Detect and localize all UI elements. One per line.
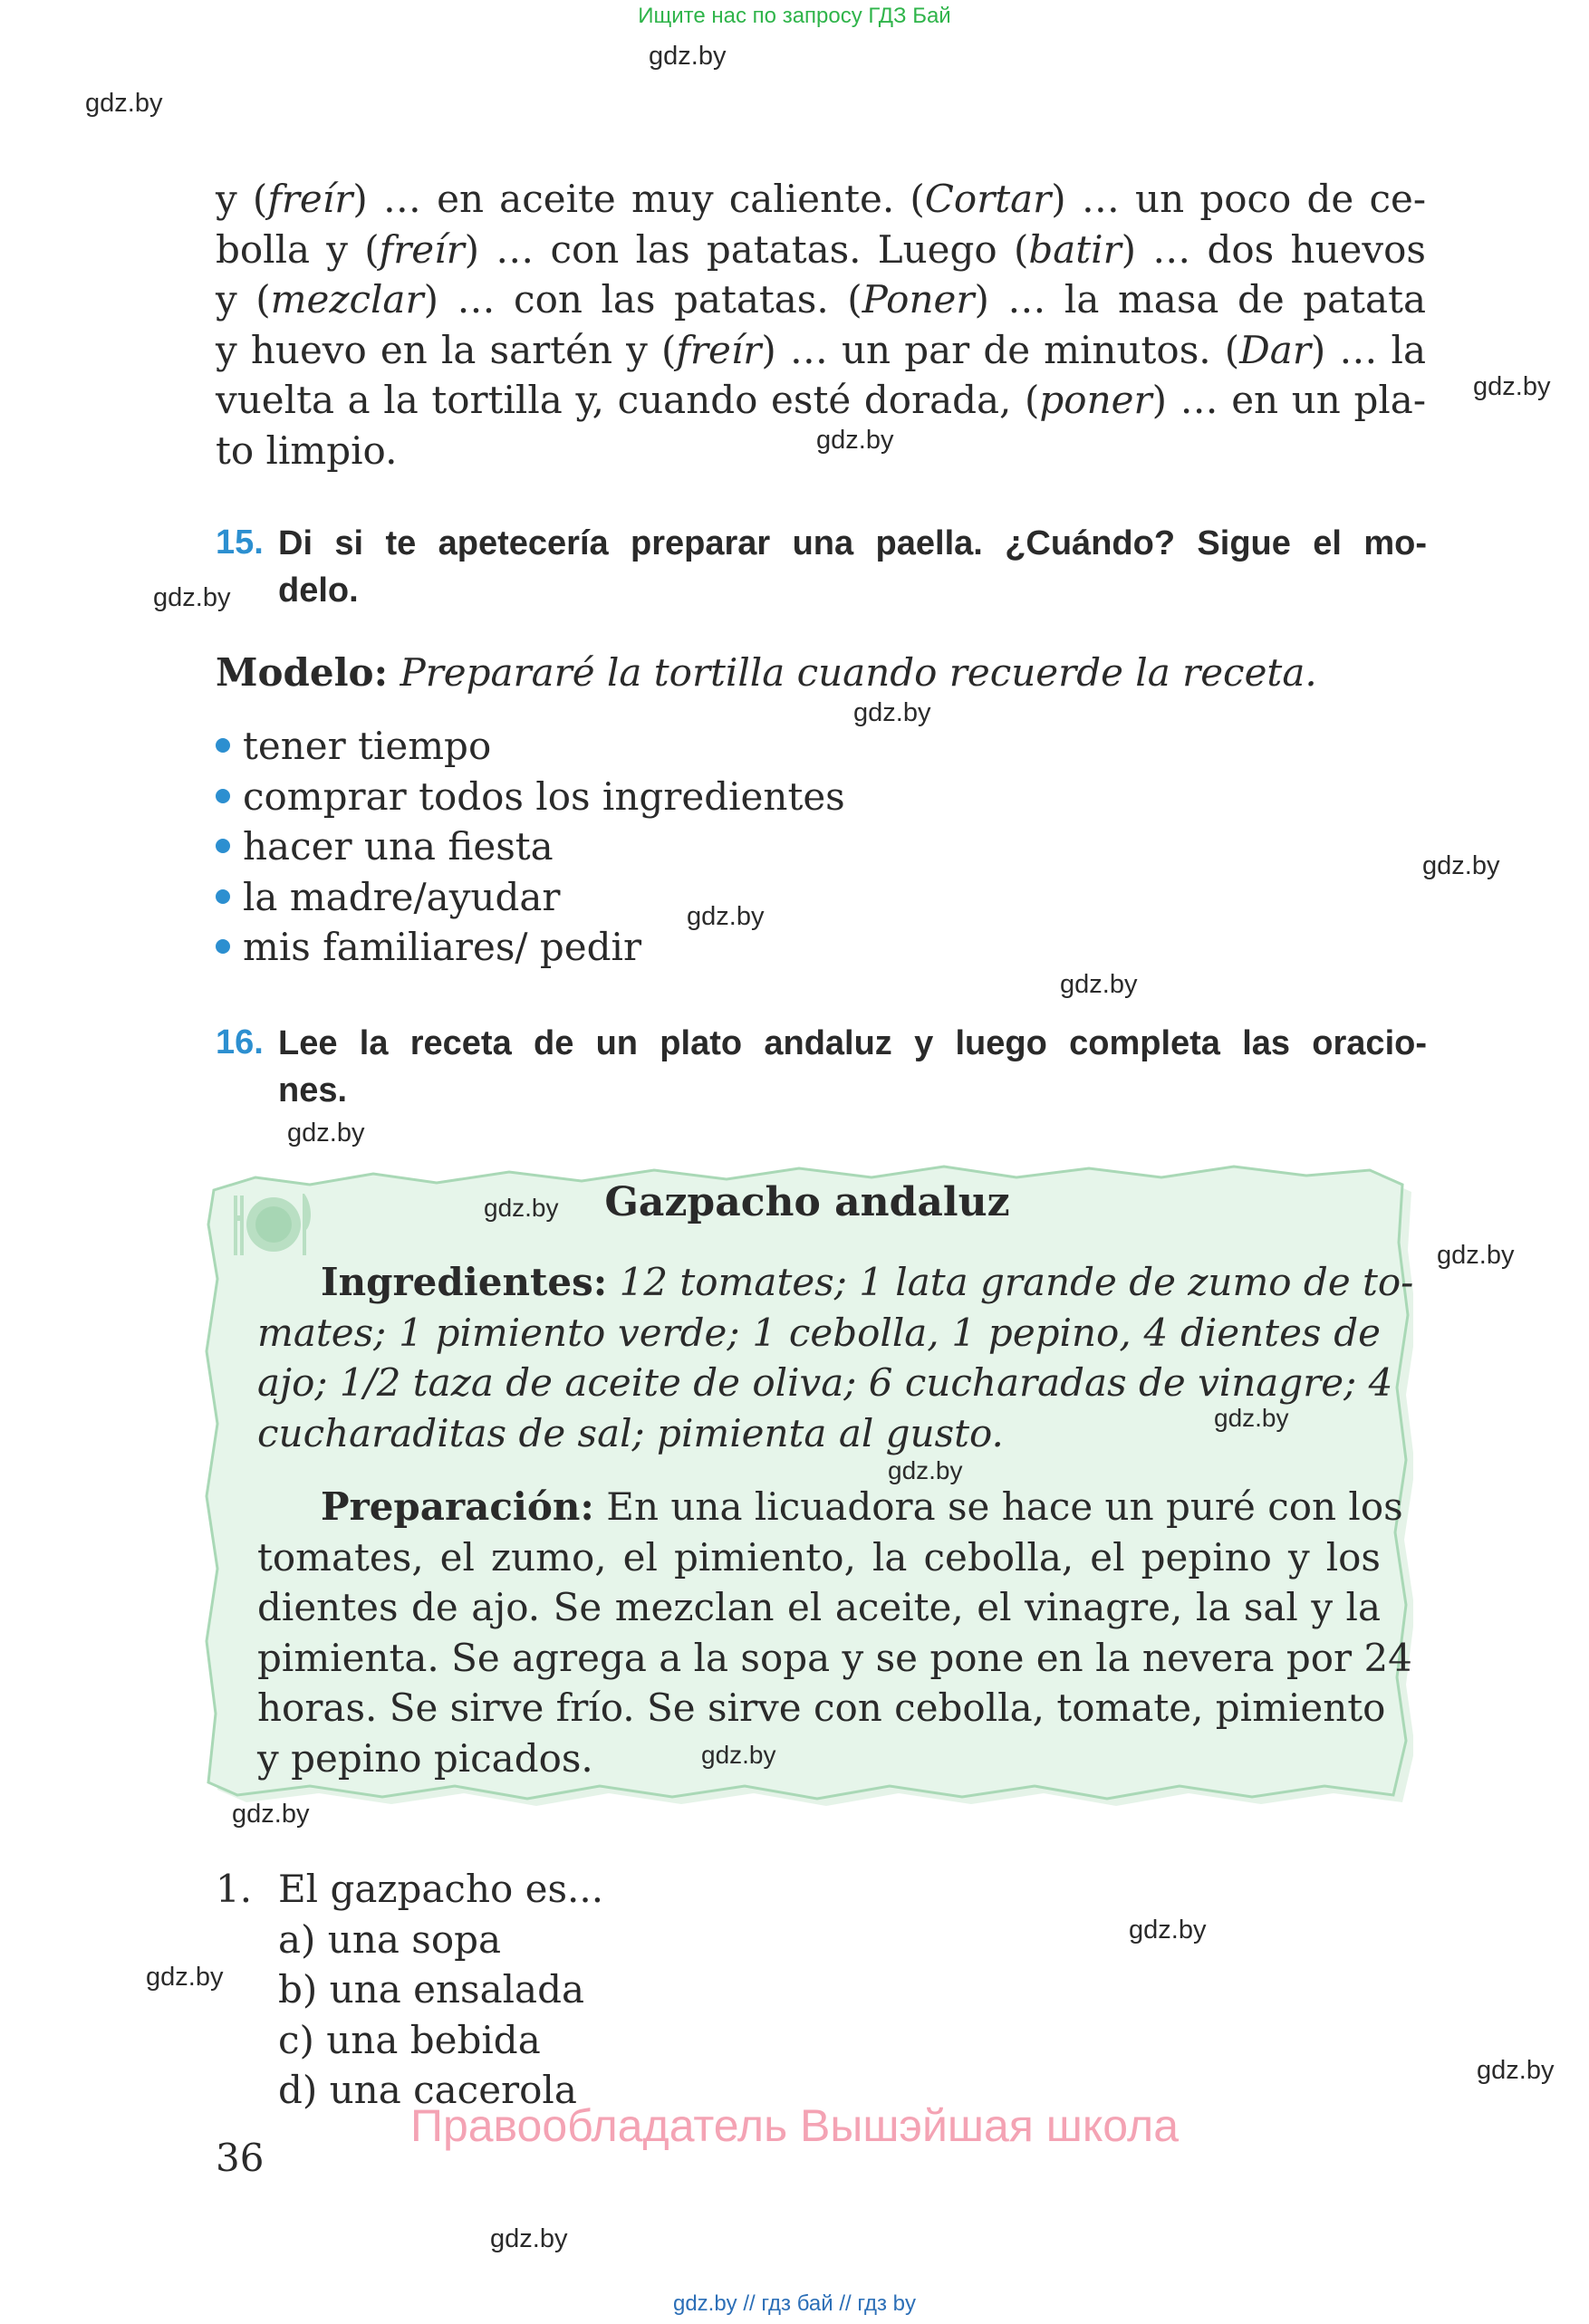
watermark: gdz.by (85, 89, 163, 118)
bottom-banner: gdz.by // гдз бай // гдз by (672, 2291, 917, 2316)
title-line: nes. (278, 1071, 348, 1109)
watermark: gdz.by (153, 583, 231, 612)
watermark: gdz.by (1060, 970, 1138, 999)
list-item: la madre/ayudar (216, 872, 845, 923)
answer-option: b) una ensalada (278, 1967, 585, 2012)
exercise-number: 15. (216, 523, 264, 562)
text-line: mates; 1 pimiento verde; 1 cebolla, 1 pepino, 4 dientes de (257, 1310, 1381, 1355)
text-line: ajo; 1/2 taza de aceite de oliva; 6 cucharadas de vinagre; 4 (257, 1360, 1393, 1405)
text-line: y (mezclar) … con las patatas. (Poner) … la masa de patata (216, 277, 1427, 322)
watermark: gdz.by (1422, 851, 1500, 880)
bullet-list (216, 721, 845, 973)
text-line: to limpio. (216, 427, 398, 473)
model-text: Prepararé la tortilla cuando recuerde la receta. (400, 650, 1317, 695)
text-line: dientes de ajo. Se mezclan el aceite, el vinagre, la sal y la (257, 1585, 1381, 1629)
watermark: gdz.by (816, 426, 894, 455)
text-line: cucharaditas de sal; pimienta al gusto. (257, 1410, 1004, 1455)
text-line: Ingredientes: 12 tomates; 1 lata grande de zumo de to- (321, 1260, 1414, 1304)
watermark: gdz.by (1214, 1404, 1289, 1432)
watermark: gdz.by (649, 42, 727, 71)
watermark: gdz.by (146, 1963, 224, 1992)
watermark: gdz.by (484, 1194, 559, 1222)
text-line: Preparación: En una licuadora se hace un puré con los (321, 1484, 1403, 1529)
answer-option: c) una bebida (278, 2018, 541, 2062)
list-item: mis familiares/ pedir (216, 922, 845, 973)
model-sentence (216, 650, 1317, 695)
answer-option: d) una cacerola (278, 2068, 577, 2112)
recipe-title: Gazpacho andaluz (604, 1179, 1010, 1225)
model-label: Modelo: (216, 650, 389, 695)
ingredients-label: Ingredientes: (321, 1260, 608, 1304)
bullet-icon (216, 839, 230, 853)
text-line: y huevo en la sartén y (freír) … un par de minutos. (Dar) … la (216, 327, 1426, 372)
watermark: gdz.by (490, 2224, 568, 2253)
exercise-number: 16. (216, 1023, 264, 1061)
title-line: Di si te apetecería preparar una paella. ¿Cuándo? Sigue el mo- (278, 524, 1427, 562)
watermark: gdz.by (1129, 1916, 1207, 1945)
top-banner: Ищите нас по запросу ГДЗ Бай (638, 4, 951, 28)
watermark: gdz.by (1477, 2056, 1555, 2085)
preparation-label: Preparación: (321, 1484, 594, 1529)
text-line: pimienta. Se agrega a la sopa y se pone en la nevera por 24 (257, 1635, 1412, 1680)
exercise-title (278, 1020, 1427, 1114)
text-line: horas. Se sirve frío. Se sirve con cebolla, tomate, pimiento (257, 1685, 1386, 1730)
text-line: bolla y (freír) … con las patatas. Luego (batir) … dos huevos (216, 226, 1426, 272)
text-line: tomates, el zumo, el pimiento, la cebolla, el pepino y los (257, 1534, 1381, 1580)
text-line: vuelta a la tortilla y, cuando esté dorada, (poner) … en un pla- (216, 378, 1427, 422)
watermark: gdz.by (1473, 372, 1551, 401)
title-line: delo. (278, 571, 359, 610)
list-item: hacer una fiesta (216, 821, 845, 872)
watermark: gdz.by (687, 902, 765, 931)
title-line: Lee la receta de un plato andaluz y luego completa las oracio- (278, 1024, 1427, 1062)
bullet-icon (216, 939, 230, 954)
ingredients-paragraph (257, 1257, 1414, 1458)
bullet-icon (216, 889, 230, 904)
watermark: gdz.by (1437, 1241, 1515, 1270)
preparation-paragraph (257, 1482, 1412, 1783)
watermark: gdz.by (888, 1456, 963, 1484)
answer-option: a) una sopa (278, 1917, 502, 1962)
watermark: gdz.by (287, 1119, 365, 1148)
list-item: comprar todos los ingredientes (216, 772, 845, 822)
watermark: gdz.by (701, 1741, 776, 1769)
bullet-icon (216, 738, 230, 753)
text-line: y (freír) … en aceite muy caliente. (Cortar) … un poco de ce- (216, 177, 1427, 221)
page-number: 36 (216, 2136, 265, 2180)
watermark: gdz.by (853, 698, 931, 727)
bullet-icon (216, 789, 230, 803)
exercise-title (278, 520, 1427, 614)
question-number: 1. (216, 1867, 253, 1911)
list-item: tener tiempo (216, 721, 845, 772)
continued-paragraph (216, 174, 1426, 475)
copyright-notice: Правообладатель Вышэйшая школа (410, 2100, 1179, 2151)
question-stem: El gazpacho es... (278, 1867, 604, 1911)
recipe-box (201, 1161, 1413, 1809)
watermark: gdz.by (232, 1800, 310, 1829)
text-line: y pepino picados. (257, 1735, 593, 1781)
